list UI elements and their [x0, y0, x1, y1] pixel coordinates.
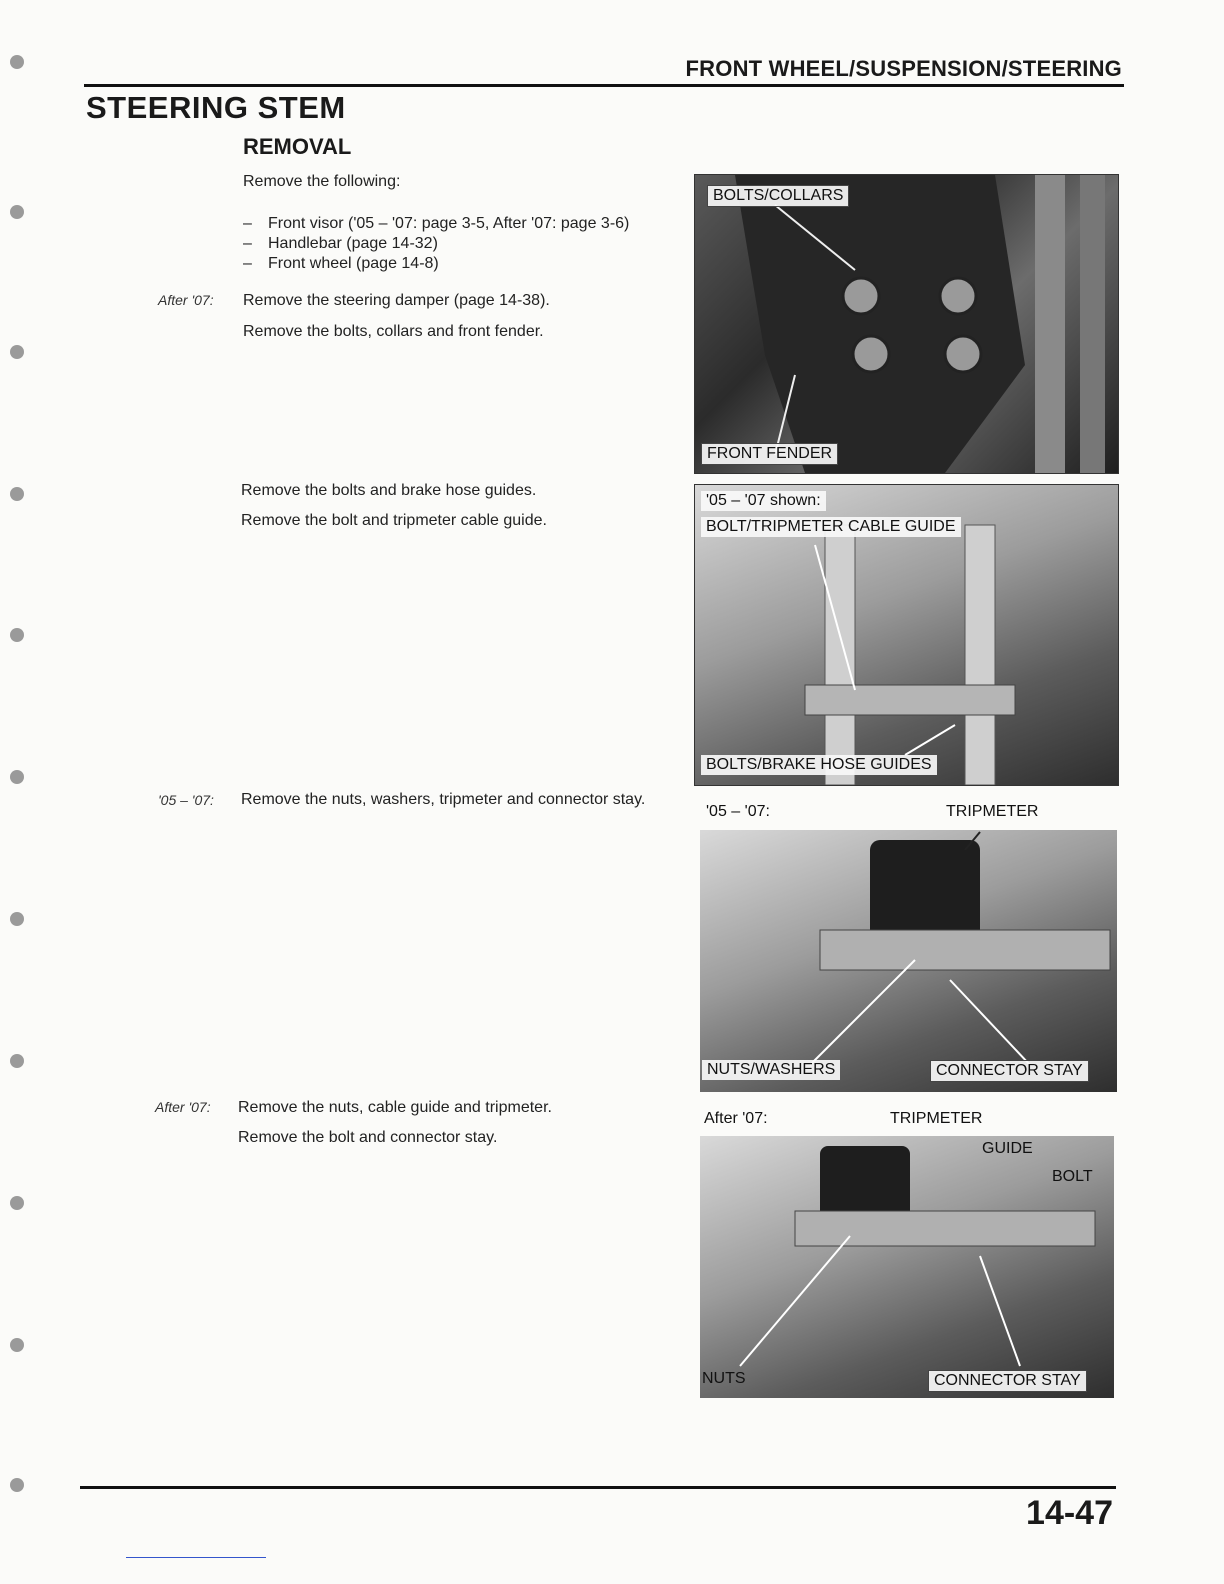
removal-step: Remove the bolt and tripmeter cable guide.	[241, 512, 547, 529]
label-nuts-washers: NUTS/WASHERS	[702, 1060, 840, 1080]
label-connector-stay: CONNECTOR STAY	[930, 1060, 1089, 1082]
label-guide: GUIDE	[982, 1140, 1033, 1157]
binder-hole	[10, 1338, 24, 1352]
removal-step: Remove the nuts, washers, tripmeter and connector stay.	[241, 791, 646, 808]
model-note: After '07:	[158, 292, 214, 308]
removal-step: Remove the steering damper (page 14-38).	[243, 292, 550, 309]
removal-step: Remove the bolts, collars and front fender.	[243, 323, 544, 340]
page-number: 14-47	[1026, 1494, 1113, 1532]
subheading-removal: REMOVAL	[243, 134, 352, 159]
page-title: STEERING STEM	[86, 90, 346, 125]
binder-hole	[10, 1196, 24, 1210]
removal-step: Remove the bolt and connector stay.	[238, 1129, 498, 1146]
section-header: FRONT WHEEL/SUSPENSION/STEERING	[685, 56, 1122, 81]
label-front-fender: FRONT FENDER	[701, 443, 838, 465]
binder-hole	[10, 1054, 24, 1068]
label-shown-model: '05 – '07 shown:	[701, 491, 826, 511]
binder-hole	[10, 628, 24, 642]
footer-rule	[80, 1486, 1116, 1489]
binder-hole	[10, 1478, 24, 1492]
figure-brake-hose-guides	[694, 484, 1119, 786]
figure-front-fender	[694, 174, 1119, 474]
link-underline	[126, 1557, 266, 1558]
binder-hole	[10, 912, 24, 926]
removal-list	[243, 214, 693, 274]
binder-hole	[10, 770, 24, 784]
label-connector-stay: CONNECTOR STAY	[928, 1370, 1087, 1392]
removal-step: Remove the nuts, cable guide and tripmeter.	[238, 1099, 552, 1116]
label-model: '05 – '07:	[706, 803, 770, 820]
label-bolts-collars: BOLTS/COLLARS	[707, 185, 849, 207]
label-nuts: NUTS	[702, 1370, 746, 1387]
figure-tripmeter-0507	[700, 830, 1117, 1092]
model-note: '05 – '07:	[158, 792, 214, 808]
binder-hole	[10, 487, 24, 501]
label-bolt: BOLT	[1052, 1168, 1093, 1185]
removal-intro: Remove the following:	[243, 173, 401, 190]
label-model: After '07:	[704, 1110, 768, 1127]
tripmeter-illustration	[700, 830, 1117, 1092]
binder-hole	[10, 345, 24, 359]
model-note: After '07:	[155, 1099, 211, 1115]
label-bolt-cable-guide: BOLT/TRIPMETER CABLE GUIDE	[701, 517, 961, 537]
label-tripmeter: TRIPMETER	[890, 1110, 983, 1127]
binder-hole	[10, 205, 24, 219]
fender-illustration	[695, 175, 1118, 473]
header-rule	[84, 84, 1124, 87]
label-brake-hose-guides: BOLTS/BRAKE HOSE GUIDES	[701, 755, 937, 775]
removal-step: Remove the bolts and brake hose guides.	[241, 482, 537, 499]
list-item: – Front visor ('05 – '07: page 3-5, After '07: page 3-6)	[243, 214, 693, 234]
binder-hole	[10, 55, 24, 69]
list-item: – Handlebar (page 14-32)	[243, 234, 693, 254]
label-tripmeter: TRIPMETER	[946, 803, 1039, 820]
list-item: – Front wheel (page 14-8)	[243, 254, 693, 274]
